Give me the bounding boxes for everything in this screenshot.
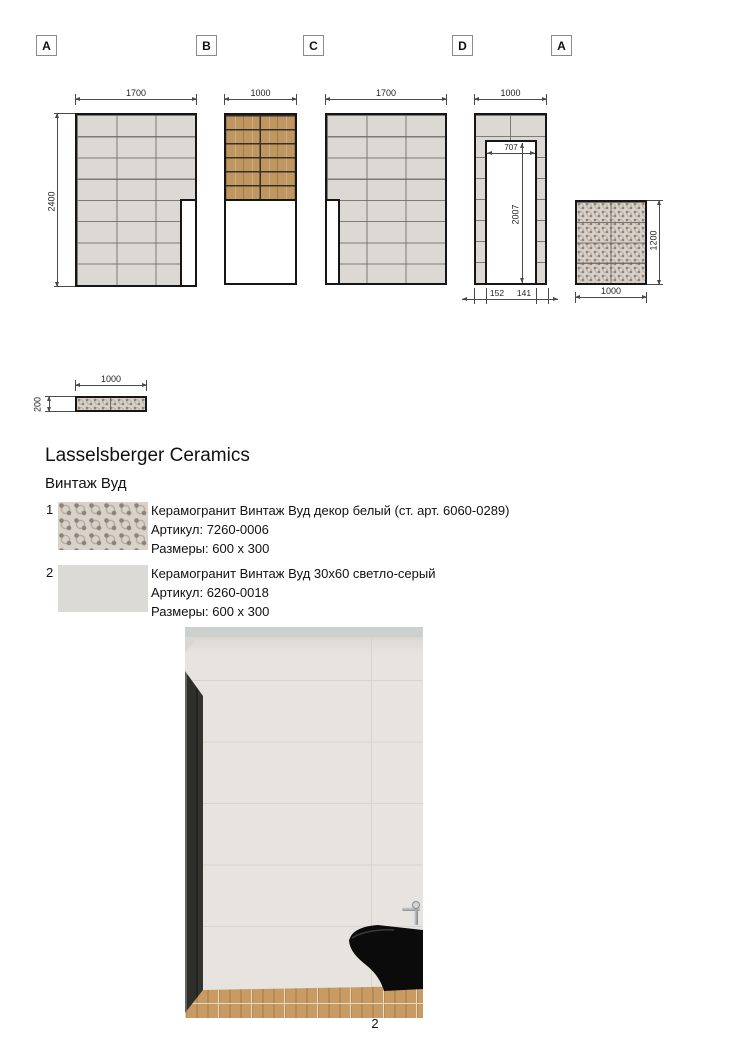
- extension-line: [224, 94, 225, 105]
- legend-item-1-name: Керамогранит Винтаж Вуд декор белый (ст. арт. 6060-0289): [151, 503, 510, 518]
- dim-door-width-label: 707: [504, 143, 518, 152]
- dim-line: [487, 153, 535, 154]
- dim-wall-a-height-label: 2400: [46, 191, 57, 212]
- legend-item-1-size: Размеры: 600 x 300: [151, 541, 270, 556]
- arrow-down-icon: [55, 282, 59, 287]
- view-label-b: [196, 35, 217, 56]
- black-bidet: [348, 923, 423, 995]
- dim-wall-a-width: [75, 90, 197, 104]
- wall-c-elevation: [325, 113, 447, 285]
- bathroom-render: [185, 627, 423, 1018]
- arrow-up-icon: [520, 143, 524, 148]
- dim-wall-d-width: [474, 90, 547, 104]
- extension-line: [325, 94, 326, 105]
- view-label-a2: [551, 35, 572, 56]
- arrow-up-icon: [657, 200, 661, 205]
- brand-title: Lasselsberger Ceramics: [45, 445, 250, 466]
- dim-line: [224, 99, 297, 100]
- extension-line: [474, 288, 475, 304]
- page-number: 2: [371, 1016, 379, 1031]
- arrow-down-icon: [47, 407, 51, 412]
- view-label-d-text: D: [458, 38, 467, 53]
- wall-c-opening: [325, 199, 340, 285]
- dim-wall-b-width-label: 1000: [250, 88, 271, 98]
- extension-line: [146, 380, 147, 391]
- render-door: [185, 671, 203, 1013]
- dim-wall-b-width: [224, 90, 297, 104]
- legend-item-2-number: 2: [46, 565, 54, 580]
- extension-line: [446, 94, 447, 105]
- extension-line: [296, 94, 297, 105]
- extension-line: [575, 292, 576, 303]
- wall-a-opening: [180, 199, 197, 287]
- decor-strip: [75, 396, 147, 412]
- dim-wall-a-height-line: [57, 113, 58, 287]
- dim-line: [462, 299, 558, 300]
- legend-item-1-text: [151, 501, 509, 558]
- legend-item-2-swatch: [58, 565, 148, 612]
- faucet-knob: [412, 901, 420, 909]
- dim-left-jamb-label: 152: [489, 288, 505, 298]
- arrow-down-icon: [657, 280, 661, 285]
- arrow-right-icon: [530, 151, 535, 155]
- legend-item-2-name: Керамогранит Винтаж Вуд 30х60 светло-серый: [151, 566, 436, 581]
- decor-strip-grout: [110, 398, 111, 410]
- dim-decor-panel-height-label: 1200: [648, 230, 659, 251]
- arrow-left-icon: [462, 297, 467, 301]
- legend-item-1-number: 1: [46, 502, 54, 517]
- arrow-right-icon: [553, 297, 558, 301]
- dim-wall-a-width-label: 1700: [125, 88, 147, 98]
- decor-panel-a: [575, 200, 647, 285]
- dim-decor-panel-width: [575, 288, 647, 302]
- arrow-left-icon: [487, 151, 492, 155]
- arrow-up-icon: [47, 396, 51, 401]
- dim-door-height-line: [522, 143, 523, 283]
- dim-line: [325, 99, 447, 100]
- view-label-d: [452, 35, 473, 56]
- view-label-b-text: B: [202, 38, 211, 53]
- render-ceiling: [185, 627, 423, 637]
- legend-item-2-size: Размеры: 600 x 300: [151, 604, 270, 619]
- dim-door-width: [487, 144, 535, 158]
- dim-door-height-label: 2007: [510, 204, 521, 225]
- extension-line: [646, 292, 647, 303]
- dim-wall-d-width-label: 1000: [500, 88, 521, 98]
- wall-b-wood-tiles: [224, 113, 297, 201]
- arrow-down-icon: [520, 278, 524, 283]
- extension-line: [474, 94, 475, 105]
- view-label-a-text: A: [42, 38, 51, 53]
- dim-wall-c-width-label: 1700: [375, 88, 397, 98]
- legend-item-2-article: Артикул: 6260-0018: [151, 585, 269, 600]
- extension-line: [536, 288, 537, 304]
- collection-title: Винтаж Вуд: [45, 475, 127, 492]
- bidet-silhouette: [348, 923, 423, 995]
- dim-right-jamb-label: 141: [516, 288, 532, 298]
- dim-wall-c-width: [325, 90, 447, 104]
- dim-strip-height-label: 200: [32, 396, 43, 413]
- dim-strip-width: [75, 376, 147, 390]
- legend-item-1-article: Артикул: 7260-0006: [151, 522, 269, 537]
- extension-line: [546, 94, 547, 105]
- dim-line: [75, 385, 147, 386]
- arrow-up-icon: [55, 113, 59, 118]
- view-label-c: [303, 35, 324, 56]
- extension-line: [75, 380, 76, 391]
- legend-item-1-swatch: [58, 502, 148, 550]
- wall-a-elevation: [75, 113, 197, 287]
- faucet-pipe: [414, 911, 418, 925]
- chrome-faucet: [400, 901, 423, 927]
- legend-item-2-text: [151, 564, 436, 621]
- dim-line: [75, 99, 197, 100]
- extension-line: [75, 94, 76, 105]
- dim-decor-panel-width-label: 1000: [600, 286, 622, 296]
- view-label-c-text: C: [309, 38, 318, 53]
- extension-line: [196, 94, 197, 105]
- decor-panel-grid: [577, 202, 645, 283]
- view-label-a2-text: A: [557, 38, 566, 53]
- extension-line: [548, 288, 549, 304]
- dim-strip-width-label: 1000: [100, 374, 122, 384]
- dim-line: [575, 297, 647, 298]
- dim-line: [474, 99, 547, 100]
- extension-line: [486, 288, 487, 304]
- dim-decor-panel-height-line: [659, 200, 660, 285]
- view-label-a: [36, 35, 57, 56]
